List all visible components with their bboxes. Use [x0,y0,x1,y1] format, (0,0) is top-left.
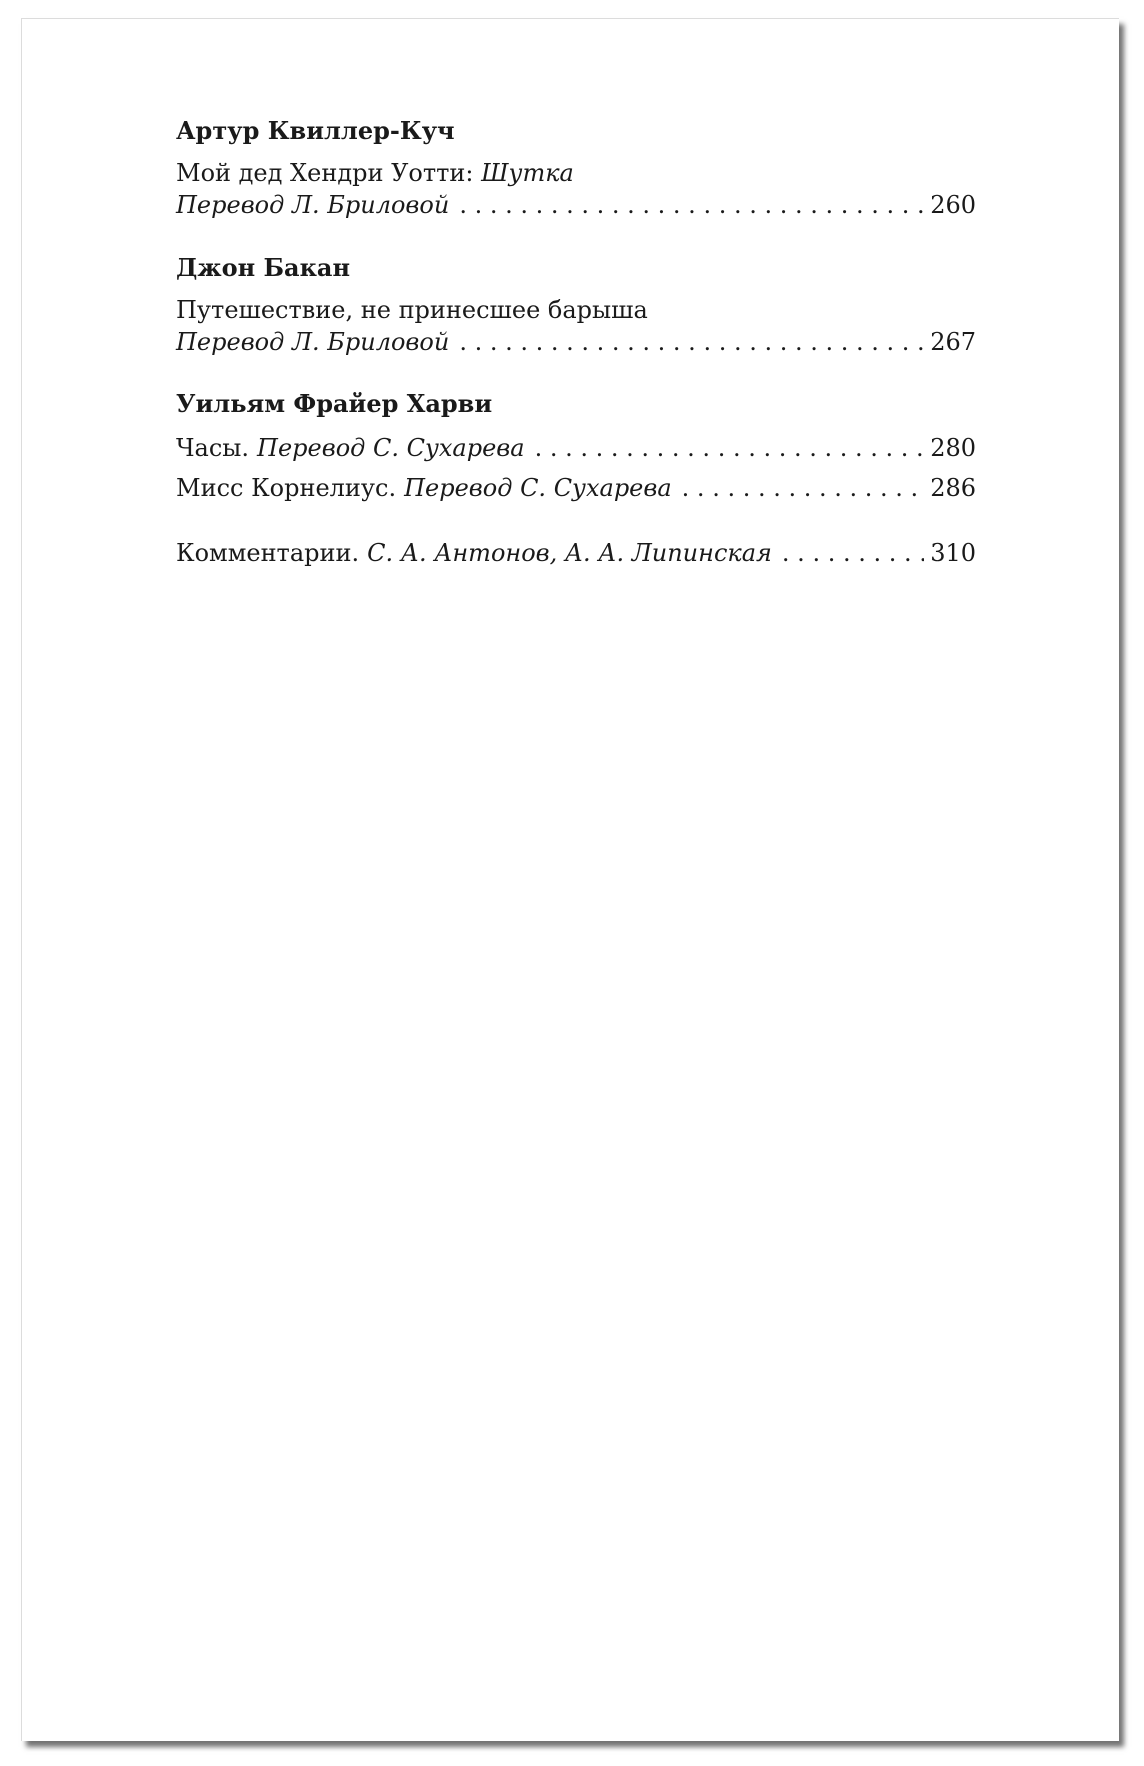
author-heading: Джон Бакан [176,253,351,282]
dot-leader [459,325,924,359]
dot-leader [459,188,924,222]
entry-translator: Перевод С. Сухарева [257,434,525,462]
author-heading: Уильям Фрайер Харви [176,389,493,418]
page-number: 280 [930,434,976,462]
author-heading: Артур Квиллер-Куч [176,116,455,145]
dot-leader [782,536,924,570]
dot-leader [535,431,925,465]
entry-title: Мой дед Хендри Уотти: [176,159,474,187]
entry-translator: Перевод Л. Бриловой [176,191,450,219]
toc-entry[interactable] [176,431,976,465]
entry-translator: Перевод С. Сухарева [404,474,672,502]
toc-entry[interactable] [176,325,976,359]
entry-authors: С. А. Антонов, А. А. Липинская [367,539,772,567]
entry-subtitle: Шутка [481,159,574,187]
entry-title: Путешествие, не принесшее барыша [176,296,648,324]
page-number: 286 [930,474,976,502]
page-number: 267 [930,328,976,356]
book-page [21,18,1119,1741]
entry-title: Комментарии. [176,539,360,567]
entry-title: Часы. [176,434,250,462]
toc-entry-commentary[interactable] [176,536,976,570]
dot-leader [682,471,925,505]
page-number: 310 [930,539,976,567]
toc-entry-title [176,293,976,327]
page-number: 260 [930,191,976,219]
toc-entry[interactable] [176,471,976,505]
entry-title: Мисс Корнелиус. [176,474,397,502]
toc-entry-title [176,156,976,190]
entry-translator: Перевод Л. Бриловой [176,328,450,356]
toc-entry[interactable] [176,188,976,222]
